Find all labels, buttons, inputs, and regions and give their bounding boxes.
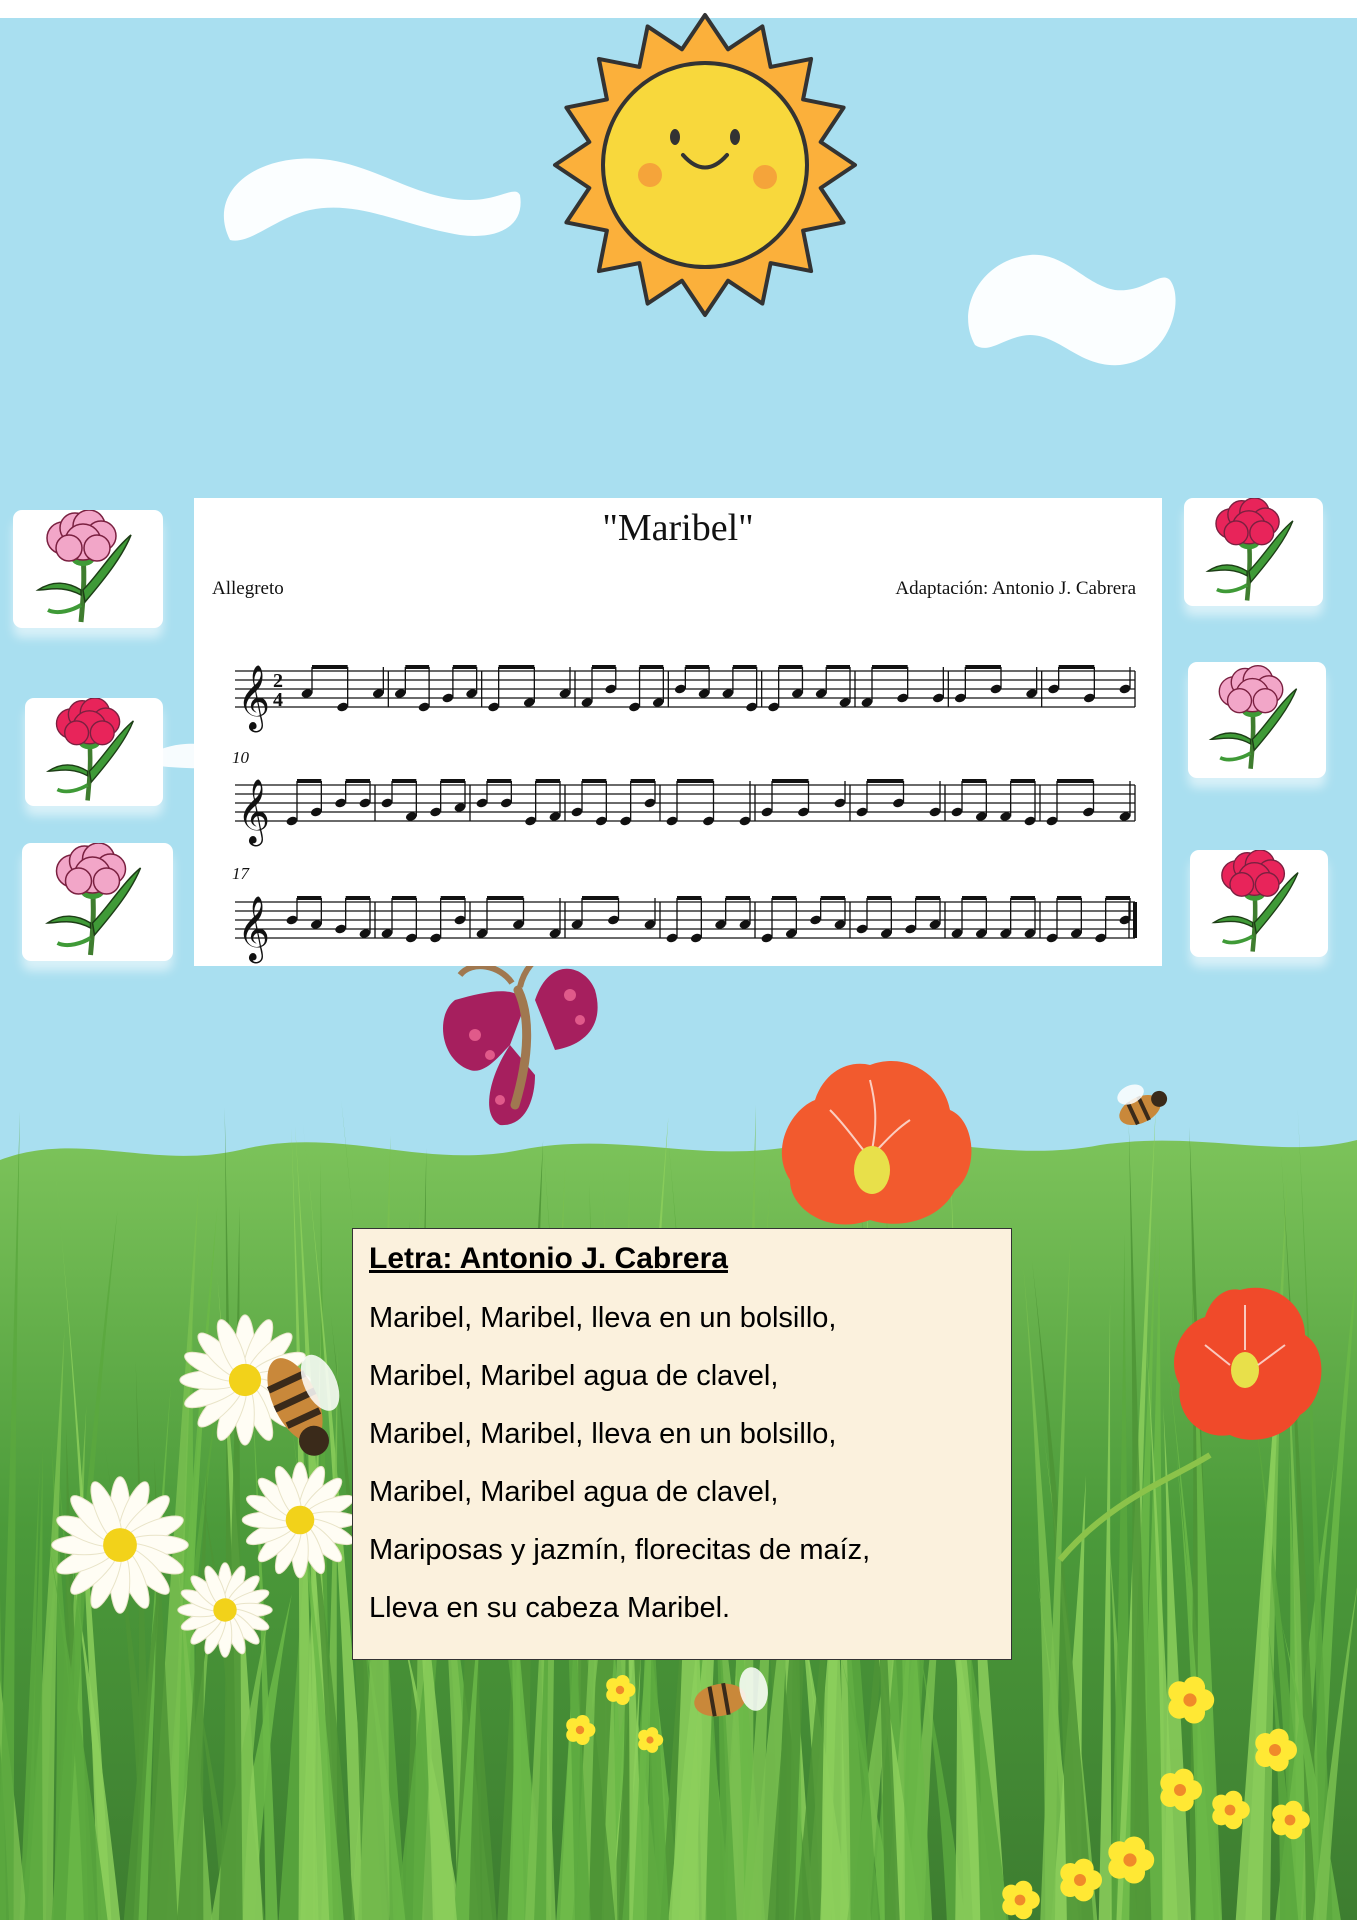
lyrics-line: Mariposas y jazmín, florecitas de maíz, [369,1534,871,1566]
lyrics-line: Maribel, Maribel agua de clavel, [369,1360,779,1392]
flower-card [13,510,163,628]
svg-text:𝄞: 𝄞 [237,896,271,961]
flower-card [1190,850,1328,957]
music-staves [194,498,1162,966]
lyrics-line: Maribel, Maribel agua de clavel, [369,1476,779,1508]
carnation-flower-icon [22,843,173,961]
svg-text:𝄞: 𝄞 [237,665,271,730]
arrangement-credit: Adaptación: Antonio J. Cabrera [895,578,1136,599]
carnation-flower-icon [1184,498,1323,606]
measure-number: 10 [232,748,249,767]
lyrics-line: Maribel, Maribel, lleva en un bolsillo, [369,1302,837,1334]
flower-card [1188,662,1326,778]
sheet-music [194,498,1162,966]
svg-text:2: 2 [273,670,283,692]
svg-text:4: 4 [273,689,283,711]
tempo-marking: Allegreto [212,578,284,599]
flower-card [22,843,173,961]
song-title: "Maribel" [602,507,754,549]
lyrics-line: Lleva en su cabeza Maribel. [369,1592,731,1624]
measure-number: 17 [232,864,249,883]
lyrics-line: Maribel, Maribel, lleva en un bolsillo, [369,1418,837,1450]
lyrics-title: Letra: Antonio J. Cabrera [369,1242,728,1275]
flower-card [1184,498,1323,606]
carnation-flower-icon [1188,662,1326,778]
flower-card [25,698,163,806]
sun-icon [555,15,855,315]
carnation-flower-icon [25,698,163,806]
lyrics-box [352,1228,1012,1660]
svg-text:𝄞: 𝄞 [237,779,271,844]
carnation-flower-icon [1190,850,1328,957]
carnation-flower-icon [13,510,163,628]
